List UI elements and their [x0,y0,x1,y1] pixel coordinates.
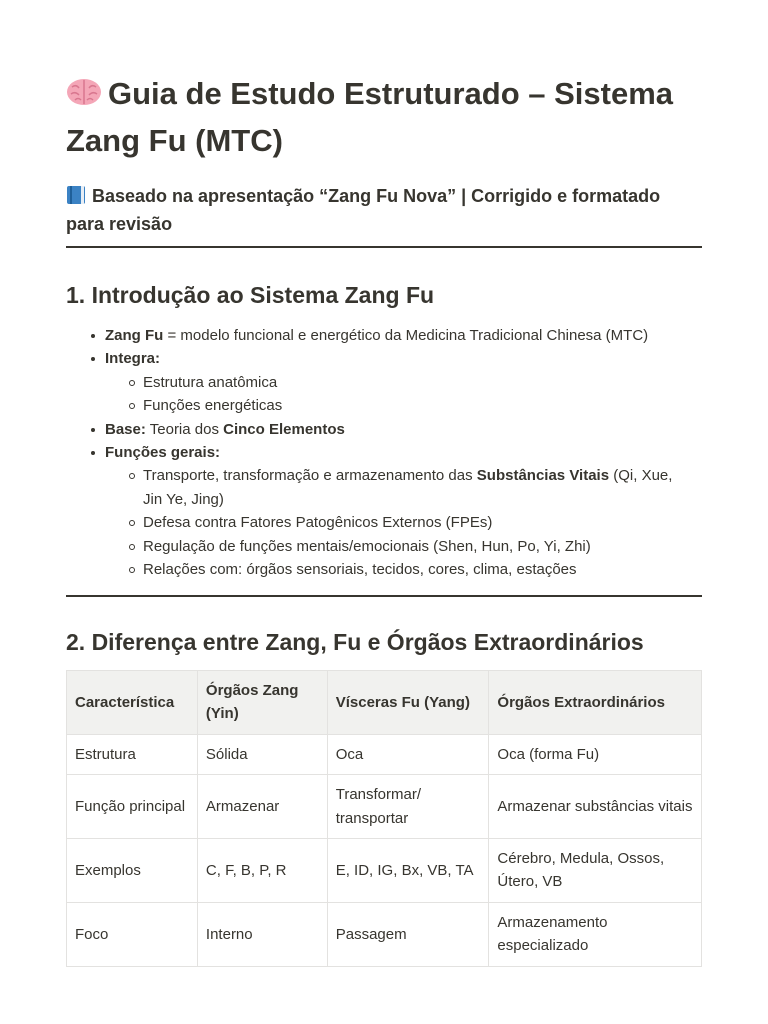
table-cell: Interno [197,902,327,966]
table-cell: Cérebro, Medula, Ossos, Útero, VB [489,839,702,903]
table-cell: Oca (forma Fu) [489,734,702,774]
divider [66,246,702,248]
table-cell: Foco [67,902,198,966]
table-cell: Oca [327,734,489,774]
table-cell: Sólida [197,734,327,774]
table-cell: Estrutura [67,734,198,774]
table-cell: Armazenamento especializado [489,902,702,966]
table-cell: C, F, B, P, R [197,839,327,903]
sub-list-item [105,464,683,511]
list-item-text: = modelo funcional e energético da Medicina Tradicional Chinesa (MTC) [163,327,649,344]
list-item-text: Teoria dos [145,420,224,438]
section-2-heading: 2. Diferença entre Zang, Fu e Órgãos Extraordinários [66,629,644,655]
table-row [67,734,702,774]
sub-list-text: Transporte, transformação e armazenamento das [143,467,477,485]
brain-icon [66,77,102,107]
page-subtitle-text: Baseado na apresentação “Zang Fu Nova” | Corrigido e formatado para revisão [66,186,661,234]
list-item-term: Funções gerais: [105,444,221,462]
table-header-cell: Órgãos Extraordinários [489,671,702,735]
table-cell: Função principal [67,775,198,839]
sub-list-item: Regulação de funções mentais/emocionais (Shen, Hun, Po, Yi, Zhi) [105,535,683,558]
sub-list-emphasis: Substâncias Vitais [476,467,610,485]
table-header-cell: Órgãos Zang (Yin) [197,671,327,735]
table-cell: Armazenar substâncias vitais [489,775,702,839]
divider [66,595,702,597]
list-item-emphasis: Cinco Elementos [223,420,345,438]
sub-list-text: (Qi, Xue, Jin Ye, Jing) [143,467,673,508]
list-item [66,324,702,347]
section-1-list [66,324,702,581]
comparison-table [66,670,702,967]
page-title-text: Guia de Estudo Estruturado – Sistema Zang Fu (MTC) [66,76,674,158]
list-item [66,441,702,581]
sub-list [105,371,702,418]
table-row [67,902,702,966]
sub-list-item: Estrutura anatômica [105,371,683,394]
section-1-heading: 1. Introdução ao Sistema Zang Fu [66,282,435,308]
list-item-term: Base: [105,420,146,438]
blue-book-icon [66,185,86,205]
table-header-cell: Característica [67,671,198,735]
table-cell: Armazenar [197,775,327,839]
sub-list-item: Funções energéticas [105,394,683,417]
table-header-cell: Vísceras Fu (Yang) [327,671,489,735]
list-item-term: Integra: [105,350,161,368]
list-item [66,418,702,441]
table-row [67,839,702,903]
table-header-row [67,671,702,735]
table-cell: Transformar/ transportar [327,775,489,839]
page-title [66,70,702,164]
sub-list-item: Defesa contra Fatores Patogênicos Externos (FPEs) [105,511,683,534]
table-cell: E, ID, IG, Bx, VB, TA [327,839,489,903]
sub-list-item: Relações com: órgãos sensoriais, tecidos, cores, clima, estações [105,558,683,581]
table-cell: Passagem [327,902,489,966]
page-subtitle [66,182,702,238]
list-item [66,347,702,417]
table-cell: Exemplos [67,839,198,903]
list-item-term: Zang Fu [105,327,164,344]
table-row [67,775,702,839]
sub-list [105,464,702,581]
